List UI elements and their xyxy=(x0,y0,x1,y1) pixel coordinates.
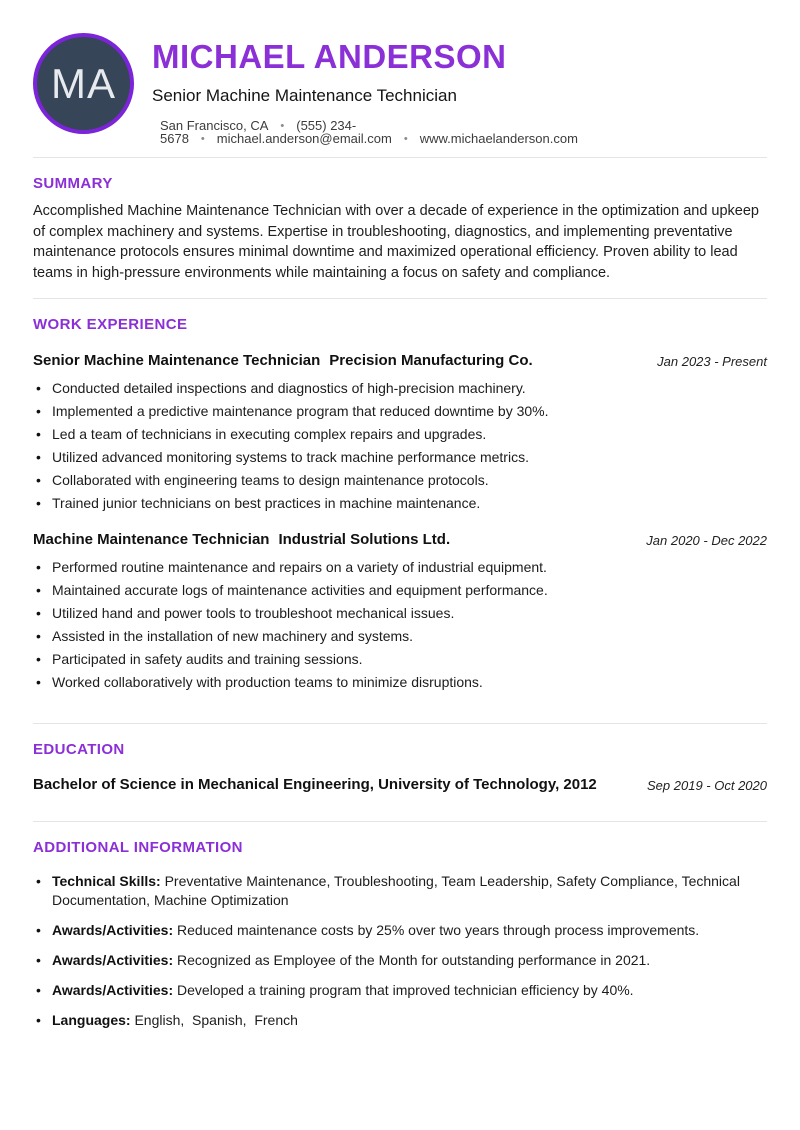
summary-heading: SUMMARY xyxy=(33,175,113,192)
work-experience-heading: WORK EXPERIENCE xyxy=(33,316,188,333)
job-header xyxy=(33,531,767,549)
contact-email: michael.anderson@email.com xyxy=(216,131,392,146)
divider xyxy=(33,157,767,158)
job-bullet: • Assisted in the installation of new machinery and systems. xyxy=(33,629,767,644)
job-title-line xyxy=(33,531,450,549)
divider xyxy=(33,298,767,299)
job-entry xyxy=(33,531,767,690)
info-label: Awards/Activities: xyxy=(52,922,174,938)
education-degree: Bachelor of Science in Mechanical Engineering, University of Technology, 2012 xyxy=(33,776,597,793)
additional-information-heading: ADDITIONAL INFORMATION xyxy=(33,839,243,856)
avatar-initials: MA xyxy=(51,59,116,107)
job-title-line xyxy=(33,352,533,370)
job-bullet: • Worked collaboratively with production teams to minimize disruptions. xyxy=(33,675,767,690)
job-bullet: • Utilized advanced monitoring systems to track machine performance metrics. xyxy=(33,450,767,465)
info-item xyxy=(33,872,767,910)
contact-separator: • xyxy=(200,133,205,145)
job-dates: Jan 2023 - Present xyxy=(657,354,767,369)
job-company: Precision Manufacturing Co. xyxy=(329,352,533,369)
info-item xyxy=(33,951,767,970)
info-label: Languages: xyxy=(52,1012,131,1028)
page-title: MICHAEL ANDERSON xyxy=(152,38,507,75)
divider xyxy=(33,821,767,822)
job-position: Senior Machine Maintenance Technician xyxy=(33,352,321,369)
info-item xyxy=(33,921,767,940)
job-company: Industrial Solutions Ltd. xyxy=(278,531,451,548)
contact-location: San Francisco, CA xyxy=(160,118,269,133)
section-work-experience xyxy=(33,317,767,723)
additional-info-list xyxy=(33,872,767,1030)
info-label: Technical Skills: xyxy=(52,873,161,889)
header-text xyxy=(152,33,767,145)
job-bullet: • Implemented a predictive maintenance program that reduced downtime by 30%. xyxy=(33,404,767,419)
job-header xyxy=(33,352,767,370)
education-dates: Sep 2019 - Oct 2020 xyxy=(647,778,767,793)
education-entry xyxy=(33,776,767,821)
info-text: Preventative Maintenance, Troubleshooting, Team Leadership, Safety Compliance, Technical Documentation, Machine Optimization xyxy=(52,873,744,908)
info-text: Developed a training program that improved technician efficiency by 40%. xyxy=(177,982,634,998)
divider xyxy=(33,723,767,724)
contact-website: www.michaelanderson.com xyxy=(419,131,578,146)
section-additional-information xyxy=(33,840,767,1030)
resume-header xyxy=(33,0,767,157)
job-bullet: • Conducted detailed inspections and diagnostics of high-precision machinery. xyxy=(33,381,767,396)
job-dates: Jan 2020 - Dec 2022 xyxy=(646,533,767,548)
job-bullet-list xyxy=(33,560,767,690)
info-label: Awards/Activities: xyxy=(52,952,174,968)
job-entry xyxy=(33,352,767,511)
contact-phone: (555) 234-5678 xyxy=(160,118,357,146)
info-label: Awards/Activities: xyxy=(52,982,174,998)
header-job-title: Senior Machine Maintenance Technician xyxy=(152,86,457,105)
info-text: English, Spanish, French xyxy=(134,1012,298,1028)
contact-separator: • xyxy=(280,120,285,132)
job-bullet: • Participated in safety audits and training sessions. xyxy=(33,652,767,667)
contact-separator: • xyxy=(403,133,408,145)
contact-row xyxy=(160,119,767,145)
job-bullet: • Led a team of technicians in executing complex repairs and upgrades. xyxy=(33,427,767,442)
job-bullet: • Performed routine maintenance and repairs on a variety of industrial equipment. xyxy=(33,560,767,575)
job-bullet-list xyxy=(33,381,767,511)
job-position: Machine Maintenance Technician xyxy=(33,531,270,548)
info-text: Reduced maintenance costs by 25% over two years through process improvements. xyxy=(177,922,700,938)
info-item xyxy=(33,1011,767,1030)
job-bullet: • Maintained accurate logs of maintenance activities and equipment performance. xyxy=(33,583,767,598)
section-education xyxy=(33,742,767,821)
summary-text: Accomplished Machine Maintenance Technician with over a decade of experience in the optimization and upkeep of complex machinery and systems. Expertise in troubleshooting, diagnostics, and implementing preventative maintenance protocols ensures minimal downtime and maximized operational efficiency. Proven ability to lead teams in high-pressure environments while maintaining a focus on safety and compliance. xyxy=(33,203,759,281)
job-bullet: • Collaborated with engineering teams to design maintenance protocols. xyxy=(33,473,767,488)
job-bullet: • Trained junior technicians on best practices in machine maintenance. xyxy=(33,496,767,511)
education-heading: EDUCATION xyxy=(33,741,125,758)
avatar xyxy=(33,33,134,134)
info-text: Recognized as Employee of the Month for outstanding performance in 2021. xyxy=(177,952,651,968)
job-bullet: • Utilized hand and power tools to troubleshoot mechanical issues. xyxy=(33,606,767,621)
info-item xyxy=(33,981,767,1000)
section-summary xyxy=(33,176,767,298)
